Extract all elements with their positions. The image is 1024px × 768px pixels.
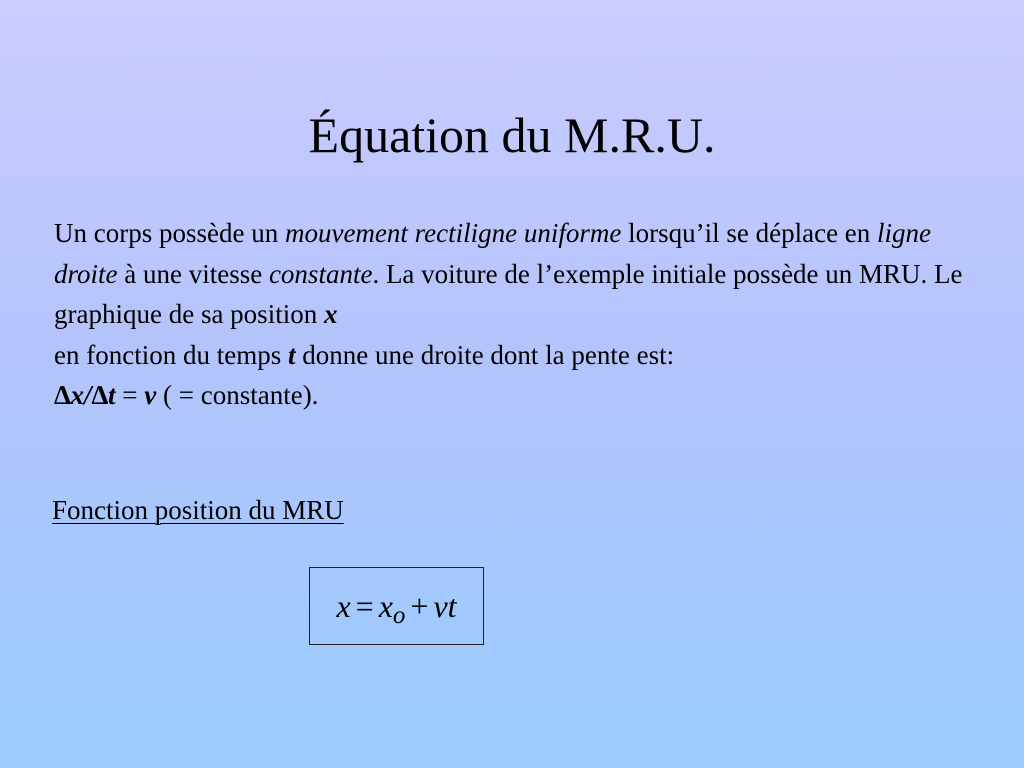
formula-equals: = bbox=[355, 587, 374, 624]
formula-lhs: x bbox=[336, 587, 351, 624]
variable-x: x bbox=[323, 299, 338, 329]
slide-title: Équation du M.R.U. bbox=[308, 107, 716, 163]
paragraph-text: . La voiture de l’exemple initiale possède un MRU. Le graphique de sa position bbox=[54, 258, 963, 329]
equals-sign: = bbox=[115, 380, 145, 410]
body-paragraph bbox=[54, 213, 984, 416]
paragraph-text: lorsqu’il se déplace en bbox=[621, 218, 878, 248]
formula-box bbox=[309, 567, 484, 645]
paragraph-text: à une vitesse bbox=[117, 258, 269, 289]
formula-x0 bbox=[378, 587, 406, 629]
section-heading: Fonction position du MRU bbox=[52, 495, 344, 525]
term-mouvement-rectiligne-uniforme: mouvement rectiligne uniforme bbox=[284, 218, 622, 248]
formula-x0-subscript: o bbox=[392, 601, 406, 629]
formula-vt: vt bbox=[433, 587, 457, 624]
paragraph-text: Un corps possède un bbox=[54, 218, 285, 248]
variable-v: v bbox=[144, 380, 157, 410]
slope-note: ( = constante). bbox=[156, 380, 319, 410]
paragraph-text: en fonction du temps bbox=[54, 339, 288, 370]
formula-plus: + bbox=[410, 587, 429, 624]
slope-expression: ∆x/∆t bbox=[54, 380, 116, 410]
formula-x0-base: x bbox=[378, 587, 393, 624]
paragraph-text: donne une droite dont la pente est: bbox=[295, 339, 675, 370]
term-ligne-droite: ligne droite bbox=[54, 218, 932, 289]
term-constante: constante bbox=[268, 258, 373, 289]
variable-t: t bbox=[287, 339, 296, 370]
